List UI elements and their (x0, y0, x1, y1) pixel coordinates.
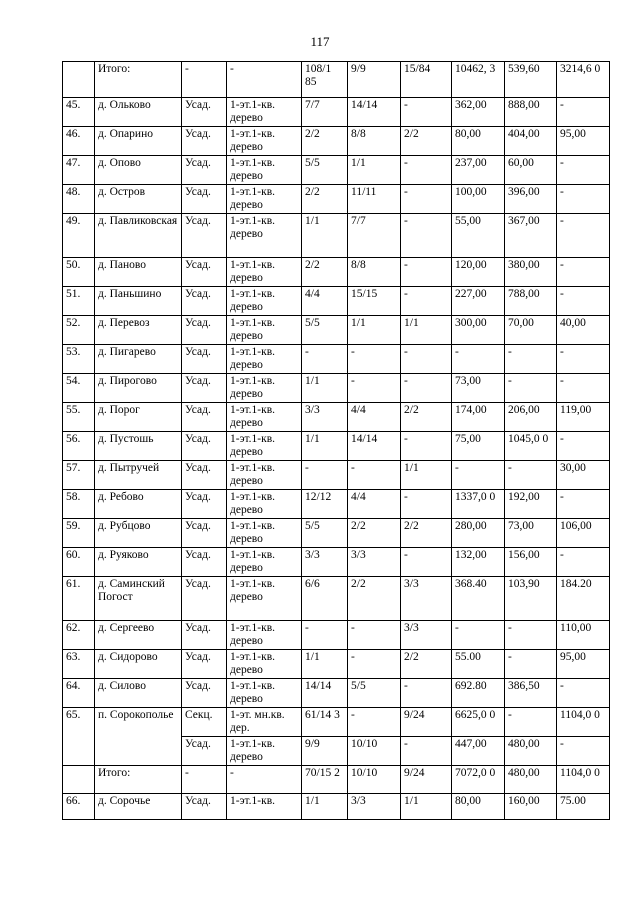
cell-c3: - (401, 185, 452, 214)
cell-c3: - (401, 258, 452, 287)
cell-c3: 9/24 (401, 766, 452, 794)
building-description: 1-эт.1-кв. дерево (227, 461, 302, 490)
cell-c3: - (401, 548, 452, 577)
building-type: Усад. (182, 650, 227, 679)
cell-c5: 367,00 (505, 214, 557, 258)
building-type: Усад. (182, 432, 227, 461)
cell-c3: - (401, 214, 452, 258)
row-number: 64. (63, 679, 95, 708)
settlement-name: д. Перевоз (95, 316, 182, 345)
cell-c1: 1/1 (302, 374, 348, 403)
building-type: Усад. (182, 287, 227, 316)
cell-c4: 6625,0 0 (452, 708, 505, 737)
cell-c6: 184.20 (557, 577, 610, 621)
table-row (63, 794, 610, 820)
cell-c1: 7/7 (302, 98, 348, 127)
settlement-name: д. Силово (95, 679, 182, 708)
cell-c3: 1/1 (401, 794, 452, 820)
settlement-name: д. Опарино (95, 127, 182, 156)
row-number: 55. (63, 403, 95, 432)
cell-c2: - (348, 650, 401, 679)
cell-c4: 132,00 (452, 548, 505, 577)
building-type: - (182, 62, 227, 98)
cell-c1: 108/1 85 (302, 62, 348, 98)
cell-c2: 2/2 (348, 577, 401, 621)
cell-c2: 10/10 (348, 737, 401, 766)
settlement-name: д. Руяково (95, 548, 182, 577)
cell-c2: 2/2 (348, 519, 401, 548)
settlement-name: Итого: (95, 62, 182, 98)
cell-c3: 3/3 (401, 577, 452, 621)
cell-c3: 1/1 (401, 316, 452, 345)
table-row (63, 403, 610, 432)
cell-c1: 1/1 (302, 432, 348, 461)
cell-c4: 174,00 (452, 403, 505, 432)
cell-c6: - (557, 214, 610, 258)
cell-c3: 3/3 (401, 621, 452, 650)
cell-c5: 70,00 (505, 316, 557, 345)
table-row (63, 345, 610, 374)
cell-c1: 6/6 (302, 577, 348, 621)
cell-c1: 3/3 (302, 548, 348, 577)
cell-c6: - (557, 432, 610, 461)
table-row (63, 432, 610, 461)
cell-c6: 106,00 (557, 519, 610, 548)
cell-c3: 1/1 (401, 461, 452, 490)
cell-c3: 2/2 (401, 650, 452, 679)
cell-c1: - (302, 345, 348, 374)
cell-c5: 788,00 (505, 287, 557, 316)
cell-c3: 9/24 (401, 708, 452, 737)
building-type: Усад. (182, 98, 227, 127)
settlement-name: д. Пустошь (95, 432, 182, 461)
building-type: Усад. (182, 490, 227, 519)
cell-c6: - (557, 737, 610, 766)
row-number: 59. (63, 519, 95, 548)
table-row (63, 621, 610, 650)
cell-c5: 206,00 (505, 403, 557, 432)
cell-c5: - (505, 345, 557, 374)
cell-c1: 4/4 (302, 287, 348, 316)
cell-c6: 119,00 (557, 403, 610, 432)
building-description: 1-эт.1-кв. дерево (227, 345, 302, 374)
cell-c3: - (401, 345, 452, 374)
row-number: 62. (63, 621, 95, 650)
table-row (63, 650, 610, 679)
cell-c5: - (505, 708, 557, 737)
row-number: 56. (63, 432, 95, 461)
building-type: Усад. (182, 185, 227, 214)
building-type: Усад. (182, 127, 227, 156)
cell-c2: 11/11 (348, 185, 401, 214)
building-type: Усад. (182, 548, 227, 577)
cell-c2: 1/1 (348, 316, 401, 345)
cell-c2: - (348, 461, 401, 490)
building-type: Усад. (182, 577, 227, 621)
cell-c3: - (401, 737, 452, 766)
settlement-name: д. Опово (95, 156, 182, 185)
cell-c6: - (557, 548, 610, 577)
building-description: 1-эт.1-кв. дерево (227, 98, 302, 127)
cell-c4: 100,00 (452, 185, 505, 214)
settlement-name: д. Порог (95, 403, 182, 432)
cell-c1: 1/1 (302, 794, 348, 820)
cell-c5: 156,00 (505, 548, 557, 577)
row-number: 51. (63, 287, 95, 316)
cell-c5: 160,00 (505, 794, 557, 820)
cell-c5: - (505, 621, 557, 650)
cell-c1: 2/2 (302, 185, 348, 214)
building-description: 1-эт.1-кв. дерево (227, 577, 302, 621)
settlement-name: д. Рубцово (95, 519, 182, 548)
building-description: 1-эт.1-кв. дерево (227, 621, 302, 650)
cell-c5: - (505, 650, 557, 679)
building-description: 1-эт.1-кв. дерево (227, 156, 302, 185)
cell-c6: - (557, 374, 610, 403)
table-row (63, 127, 610, 156)
cell-c6: 1104,0 0 (557, 708, 610, 737)
cell-c6: 40,00 (557, 316, 610, 345)
cell-c3: - (401, 679, 452, 708)
settlement-name: п. Сорокополье (95, 708, 182, 766)
table-row (63, 374, 610, 403)
cell-c2: 4/4 (348, 490, 401, 519)
cell-c1: 1/1 (302, 214, 348, 258)
row-number: 58. (63, 490, 95, 519)
building-description: 1-эт.1-кв. дерево (227, 127, 302, 156)
cell-c1: - (302, 461, 348, 490)
cell-c4: 447,00 (452, 737, 505, 766)
cell-c2: - (348, 708, 401, 737)
cell-c3: 2/2 (401, 519, 452, 548)
settlement-name: д. Пытручей (95, 461, 182, 490)
cell-c6: - (557, 98, 610, 127)
cell-c1: 70/15 2 (302, 766, 348, 794)
building-description: 1-эт.1-кв. дерево (227, 403, 302, 432)
cell-c4: 300,00 (452, 316, 505, 345)
row-number: 66. (63, 794, 95, 820)
cell-c5: - (505, 374, 557, 403)
row-number: 47. (63, 156, 95, 185)
row-number: 61. (63, 577, 95, 621)
table-row (63, 287, 610, 316)
table-row (63, 156, 610, 185)
cell-c4: 237,00 (452, 156, 505, 185)
cell-c2: 14/14 (348, 98, 401, 127)
cell-c2: 8/8 (348, 258, 401, 287)
cell-c4: 80,00 (452, 794, 505, 820)
building-type: Усад. (182, 621, 227, 650)
row-number: 45. (63, 98, 95, 127)
cell-c2: - (348, 621, 401, 650)
cell-c1: 2/2 (302, 258, 348, 287)
building-type: Усад. (182, 345, 227, 374)
building-description: 1-эт.1-кв. дерево (227, 258, 302, 287)
row-number: 53. (63, 345, 95, 374)
cell-c4: 80,00 (452, 127, 505, 156)
building-description: 1-эт.1-кв. дерево (227, 679, 302, 708)
cell-c3: 15/84 (401, 62, 452, 98)
building-type: Усад. (182, 374, 227, 403)
cell-c3: 2/2 (401, 403, 452, 432)
cell-c2: 1/1 (348, 156, 401, 185)
cell-c6: 110,00 (557, 621, 610, 650)
table-row (63, 258, 610, 287)
table-row (63, 577, 610, 621)
cell-c5: 404,00 (505, 127, 557, 156)
cell-c4: 1337,0 0 (452, 490, 505, 519)
building-type: Усад. (182, 258, 227, 287)
cell-c5: 396,00 (505, 185, 557, 214)
row-number: 52. (63, 316, 95, 345)
settlement-name: Итого: (95, 766, 182, 794)
cell-c1: 12/12 (302, 490, 348, 519)
building-description: 1-эт.1-кв. дерево (227, 432, 302, 461)
cell-c5: 386,50 (505, 679, 557, 708)
table-row (63, 461, 610, 490)
row-number: 48. (63, 185, 95, 214)
settlement-name: д. Сергеево (95, 621, 182, 650)
cell-c4: - (452, 345, 505, 374)
building-description: 1-эт.1-кв. дерево (227, 737, 302, 766)
cell-c1: - (302, 621, 348, 650)
settlement-name: д. Пирогово (95, 374, 182, 403)
cell-c1: 2/2 (302, 127, 348, 156)
cell-c2: 3/3 (348, 794, 401, 820)
cell-c6: - (557, 490, 610, 519)
cell-c4: 10462, 3 (452, 62, 505, 98)
cell-c1: 5/5 (302, 316, 348, 345)
building-description: 1-эт.1-кв. дерево (227, 316, 302, 345)
cell-c1: 61/14 3 (302, 708, 348, 737)
cell-c4: - (452, 461, 505, 490)
cell-c2: 14/14 (348, 432, 401, 461)
cell-c4: 692.80 (452, 679, 505, 708)
cell-c3: 2/2 (401, 127, 452, 156)
cell-c6: 30,00 (557, 461, 610, 490)
cell-c6: - (557, 185, 610, 214)
building-description: 1-эт.1-кв. дерево (227, 185, 302, 214)
cell-c2: 3/3 (348, 548, 401, 577)
cell-c4: 280,00 (452, 519, 505, 548)
cell-c6: - (557, 287, 610, 316)
cell-c5: 103,90 (505, 577, 557, 621)
row-number (63, 766, 95, 794)
cell-c5: 888,00 (505, 98, 557, 127)
settlement-name: д. Павликовская (95, 214, 182, 258)
table-row (63, 316, 610, 345)
building-type: - (182, 766, 227, 794)
settlement-name: д. Сидорово (95, 650, 182, 679)
cell-c4: - (452, 621, 505, 650)
row-number: 50. (63, 258, 95, 287)
cell-c5: 1045,0 0 (505, 432, 557, 461)
cell-c3: - (401, 287, 452, 316)
row-number: 46. (63, 127, 95, 156)
building-description: 1-эт.1-кв. дерево (227, 650, 302, 679)
settlement-name: д. Пигарево (95, 345, 182, 374)
cell-c6: 1104,0 0 (557, 766, 610, 794)
building-description: 1-эт. мн.кв. дер. (227, 708, 302, 737)
cell-c1: 1/1 (302, 650, 348, 679)
cell-c5: 380,00 (505, 258, 557, 287)
row-number: 60. (63, 548, 95, 577)
cell-c3: - (401, 432, 452, 461)
table-row (63, 548, 610, 577)
cell-c3: - (401, 374, 452, 403)
cell-c6: 95,00 (557, 650, 610, 679)
cell-c2: 10/10 (348, 766, 401, 794)
cell-c4: 73,00 (452, 374, 505, 403)
settlement-name: д. Саминский Погост (95, 577, 182, 621)
cell-c2: 8/8 (348, 127, 401, 156)
cell-c6: 3214,6 0 (557, 62, 610, 98)
cell-c4: 75,00 (452, 432, 505, 461)
table-row (63, 185, 610, 214)
building-type: Усад. (182, 316, 227, 345)
row-number: 63. (63, 650, 95, 679)
settlement-name: д. Паново (95, 258, 182, 287)
cell-c5: 73,00 (505, 519, 557, 548)
row-number: 49. (63, 214, 95, 258)
cell-c4: 55.00 (452, 650, 505, 679)
building-type: Усад. (182, 519, 227, 548)
cell-c2: 5/5 (348, 679, 401, 708)
cell-c5: 480,00 (505, 737, 557, 766)
building-description: 1-эт.1-кв. (227, 794, 302, 820)
row-number: 65. (63, 708, 95, 766)
cell-c6: 75.00 (557, 794, 610, 820)
table-row (63, 708, 610, 737)
building-type: Усад. (182, 214, 227, 258)
settlement-name: д. Сорочье (95, 794, 182, 820)
building-description: - (227, 62, 302, 98)
row-number (63, 62, 95, 98)
building-type: Усад. (182, 737, 227, 766)
cell-c1: 3/3 (302, 403, 348, 432)
settlement-name: д. Ребово (95, 490, 182, 519)
cell-c5: 539,60 (505, 62, 557, 98)
building-type: Усад. (182, 156, 227, 185)
cell-c6: 95,00 (557, 127, 610, 156)
cell-c4: 362,00 (452, 98, 505, 127)
cell-c3: - (401, 156, 452, 185)
cell-c3: - (401, 490, 452, 519)
cell-c2: - (348, 345, 401, 374)
table-row (63, 519, 610, 548)
cell-c1: 9/9 (302, 737, 348, 766)
building-description: 1-эт.1-кв. дерево (227, 548, 302, 577)
cell-c6: - (557, 156, 610, 185)
cell-c3: - (401, 98, 452, 127)
cell-c5: - (505, 461, 557, 490)
cell-c4: 368.40 (452, 577, 505, 621)
cell-c5: 480,00 (505, 766, 557, 794)
settlement-name: д. Остров (95, 185, 182, 214)
cell-c6: - (557, 345, 610, 374)
cell-c6: - (557, 258, 610, 287)
building-description: 1-эт.1-кв. дерево (227, 214, 302, 258)
row-number: 57. (63, 461, 95, 490)
cell-c4: 120,00 (452, 258, 505, 287)
building-type: Усад. (182, 461, 227, 490)
cell-c5: 192,00 (505, 490, 557, 519)
building-type: Усад. (182, 679, 227, 708)
cell-c4: 7072,0 0 (452, 766, 505, 794)
building-type: Секц. (182, 708, 227, 737)
cell-c1: 5/5 (302, 156, 348, 185)
table-row (63, 490, 610, 519)
settlement-name: д. Паньшино (95, 287, 182, 316)
building-description: 1-эт.1-кв. дерево (227, 519, 302, 548)
table-row (63, 679, 610, 708)
building-type: Усад. (182, 794, 227, 820)
building-description: - (227, 766, 302, 794)
page-number: 117 (310, 34, 330, 49)
cell-c2: - (348, 374, 401, 403)
table-row (63, 214, 610, 258)
cell-c2: 15/15 (348, 287, 401, 316)
cell-c4: 227,00 (452, 287, 505, 316)
row-number: 54. (63, 374, 95, 403)
building-type: Усад. (182, 403, 227, 432)
cell-c1: 14/14 (302, 679, 348, 708)
table-row (63, 766, 610, 794)
building-description: 1-эт.1-кв. дерево (227, 490, 302, 519)
table-row (63, 98, 610, 127)
building-description: 1-эт.1-кв. дерево (227, 374, 302, 403)
cell-c2: 7/7 (348, 214, 401, 258)
cell-c1: 5/5 (302, 519, 348, 548)
building-description: 1-эт.1-кв. дерево (227, 287, 302, 316)
cell-c5: 60,00 (505, 156, 557, 185)
cell-c2: 9/9 (348, 62, 401, 98)
housing-table (62, 61, 610, 820)
settlement-name: д. Ольково (95, 98, 182, 127)
cell-c2: 4/4 (348, 403, 401, 432)
cell-c6: - (557, 679, 610, 708)
table-row (63, 62, 610, 98)
cell-c4: 55,00 (452, 214, 505, 258)
